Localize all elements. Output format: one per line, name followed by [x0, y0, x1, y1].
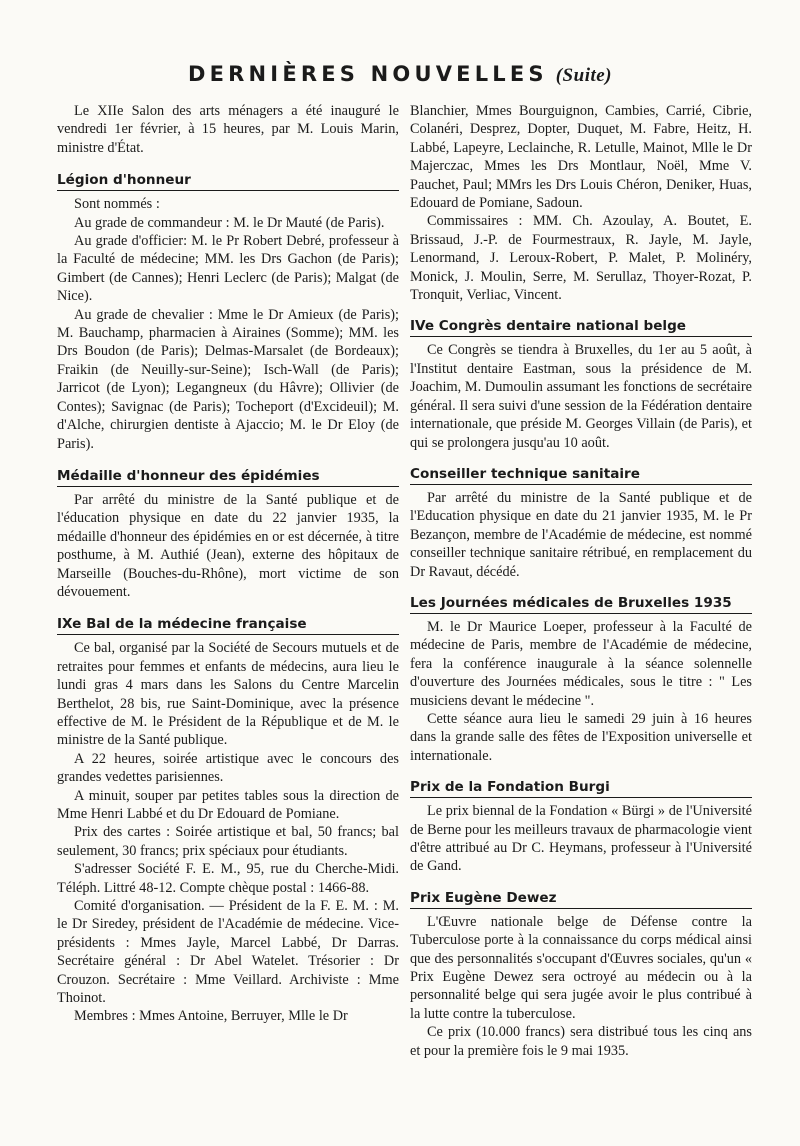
left-column — [57, 102, 399, 1026]
continued-paragraph-1: Blanchier, Mmes Bourguignon, Cambies, Carrié, Cibrie, Colanéri, Desprez, Dopter, Duquet, M. Fabre, Heitz, H. Labbé, Lapeyre, Leclainche, R. Letulle, Mainot, Mlle le Dr Majerczac, Mmes les Drs Montlaur, Noël, Mme V. Pauchet, Paul; MMrs les Drs Louis Chéron, Deniker, Huas, Edouard de Pomiane, Sadoun. — [410, 103, 752, 212]
conseiller-heading: Conseiller technique sanitaire — [410, 466, 752, 485]
congres-heading: IVe Congrès dentaire national belge — [410, 318, 752, 337]
page-header — [0, 60, 800, 90]
bal-paragraph-6: Comité d'organisation. — Président de la F. E. M. : M. le Dr Siredey, président de l'Académie de médecine. Vice-présidents : Mmes Jayle, Marcel Labbé, Dr Darras. Secrétaire général : Dr Abel Watelet. Trésorier : Dr Crouzon. Secrétaire : Mme Veillard. Archiviste : Mme Thoinot. — [57, 898, 399, 1007]
burgi-paragraph: Le prix biennal de la Fondation « Bürgi » de l'Université de Berne pour les meilleurs travaux de pharmacologie vient d'être attribué au Dr C. Heymans, professeur à l'Université de Gand. — [410, 803, 752, 875]
bal-paragraph-7: Membres : Mmes Antoine, Berruyer, Mlle le Dr — [74, 1008, 348, 1025]
journees-paragraph-2: Cette séance aura lieu le samedi 29 juin à 16 heures dans la grande salle des fêtes de l'Exposition universelle et internationale. — [410, 710, 752, 764]
header-title: DERNIÈRES NOUVELLES — [187, 62, 548, 86]
dewez-paragraph-2: Ce prix (10.000 francs) sera distribué tous les cinq ans et pour la première fois le 9 mai 1935. — [410, 1024, 752, 1059]
journees-paragraph-1: M. le Dr Maurice Loeper, professeur à la Faculté de médecine de Paris, membre de l'Académie de médecine, fera la conférence inaugurale à la séance solennelle d'ouverture des Journées médicales, sous le titre : " Les musiciens devant le médecine ". — [410, 618, 752, 709]
medaille-heading: Médaille d'honneur des épidémies — [57, 468, 399, 487]
congres-paragraph: Ce Congrès se tiendra à Bruxelles, du 1er au 5 août, à l'Institut dentaire Eastman, sous la présidence de M. Joachim, M. Dumoulin assumant les fonctions de secrétaire général. Il sera suivi d'une session de la Fédération dentaire internationale, que préside M. Georges Villain (de Paris), et qui se prolongera jusqu'au 10 août. — [410, 342, 752, 451]
header-suite: (Suite) — [555, 65, 613, 86]
legion-paragraph-4: Au grade de chevalier : Mme le Dr Amieux (de Paris); M. Bauchamp, pharmacien à Airaines (Somme); MM. les Drs Boudon (de Paris); Delmas-Marsalet (de Bordeaux); Fraikin (de Neuilly-sur-Seine); Isch-Wall (de Paris); Jarricot (de Lyon); Legangneux (du Hâvre); Ollivier (de Contes); Savignac (de Paris); Tocheport (d'Excideuil); M. d'Alche, chirurgien dentiste à Ajaccio; M. le Dr Eloy (de Paris). — [57, 306, 399, 452]
intro-paragraph: Le XIIe Salon des arts ménagers a été inauguré le vendredi 1er février, à 15 heures, par M. Louis Marin, ministre d'État. — [57, 103, 399, 156]
conseiller-paragraph: Par arrêté du ministre de la Santé publique et de l'Education physique en date du 21 janvier 1935, M. le Pr Bezançon, membre de l'Académie de médecine, est nommé conseiller technique sanitaire rétribué, en remplacement du Dr Ravaut, décédé. — [410, 489, 752, 580]
bal-heading: IXe Bal de la médecine française — [57, 616, 399, 635]
legion-paragraph-2: Au grade de commandeur : M. le Dr Mauté (de Paris). — [74, 214, 385, 231]
bal-paragraph-3: A minuit, souper par petites tables sous la direction de Mme Henri Labbé et du Dr Edouard de Pomiane. — [57, 787, 399, 822]
burgi-heading: Prix de la Fondation Burgi — [410, 779, 752, 798]
bal-paragraph-1: Ce bal, organisé par la Société de Secours mutuels et de retraites pour femmes et enfants de médecins, aura lieu le lundi gras 4 mars dans les Salons du Centre Marcelin Berthelot, 28 bis, rue Saint-Dominique, avec la présence effective de M. le Président de la République et de M. le ministre de la Santé publique. — [57, 640, 399, 749]
dewez-heading: Prix Eugène Dewez — [410, 890, 752, 909]
continued-paragraph-2: Commissaires : MM. Ch. Azoulay, A. Boutet, E. Brissaud, J.-P. de Fourmestraux, R. Jayle, M. Jayle, Lenormand, J. Leroux-Robert, P. Malet, P. Molinéry, Monick, J. Moulin, Serre, M. Serullaz, Thoyer-Rozat, P. Tronquit, Verliac, Vincent. — [410, 213, 752, 304]
medaille-paragraph: Par arrêté du ministre de la Santé publique et de l'éducation physique en date du 22 janvier 1935, la médaille d'honneur des épidémies en or est décernée, à titre posthume, à M. Authié (Jean), externe des hôpitaux de Marseille (Bouches-du-Rhône), mort victime de son dévouement. — [57, 491, 399, 600]
right-column — [410, 102, 752, 1060]
bal-paragraph-2: A 22 heures, soirée artistique avec le concours des grandes vedettes parisiennes. — [57, 750, 399, 786]
journees-heading: Les Journées médicales de Bruxelles 1935 — [410, 595, 752, 614]
bal-paragraph-5: S'adresser Société F. E. M., 95, rue du Cherche-Midi. Téléph. Littré 48-12. Compte chèque postal : 1466-88. — [57, 861, 399, 896]
legion-heading: Légion d'honneur — [57, 172, 399, 191]
dewez-paragraph-1: L'Œuvre nationale belge de Défense contre la Tuberculose porte à la connaissance du corps médical ainsi que des personnalités s'occupant d'Œuvres sociales, qu'un « Prix Eugène Dewez sera octroyé au médecin ou à la personnalité belge qui sera jugée avoir le plus contribué à la lutte contre la tuberculose. — [410, 913, 752, 1022]
legion-paragraph-3: Au grade d'officier: M. le Pr Robert Debré, professeur à la Faculté de médecine; MM. les Drs Gachon (de Paris); Gimbert (de Cannes); Henri Leclerc (de Paris); Malgat (de Nice). — [57, 233, 399, 305]
bal-paragraph-4: Prix des cartes : Soirée artistique et bal, 50 francs; bal seulement, 30 francs; prix spéciaux pour étudiants. — [57, 824, 399, 859]
legion-paragraph-1: Sont nommés : — [74, 196, 160, 213]
